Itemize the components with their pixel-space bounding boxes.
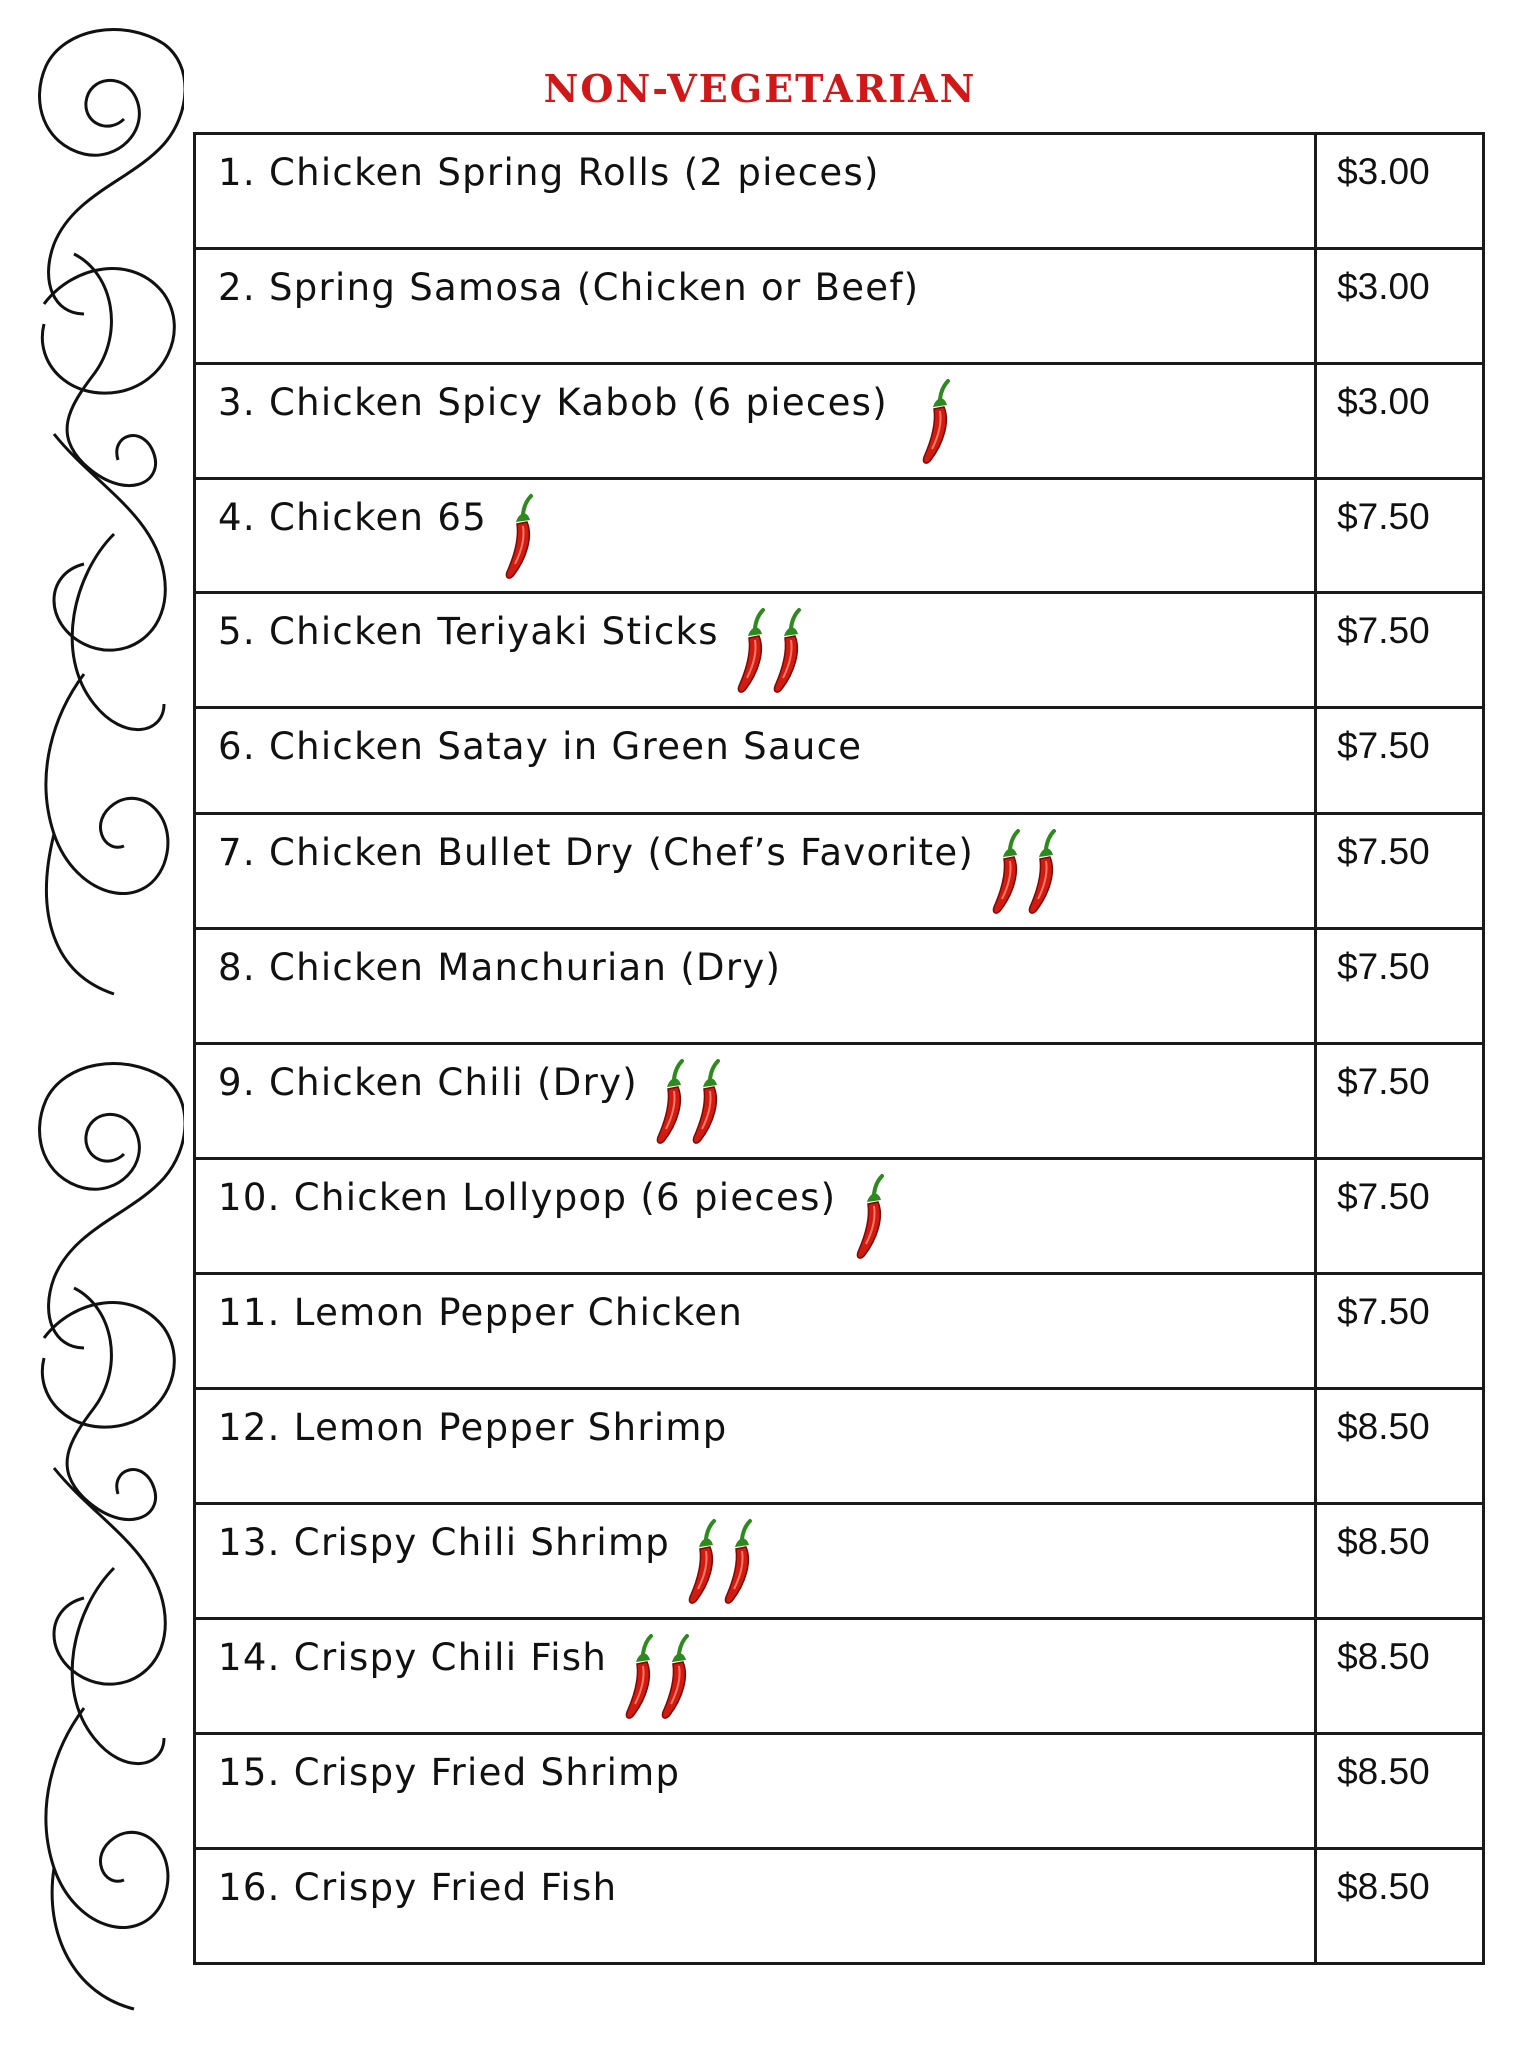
menu-item-name: 11. Lemon Pepper Chicken (218, 1291, 744, 1334)
chili-pepper-icon (1020, 827, 1064, 917)
menu-item-name: 16. Crispy Fried Fish (218, 1866, 618, 1909)
menu-row (195, 364, 1484, 479)
menu-item-price: $7.50 (1316, 479, 1484, 593)
menu-item-price: $8.50 (1316, 1734, 1484, 1849)
menu-item-name: 1. Chicken Spring Rolls (2 pieces) (218, 151, 880, 194)
menu-row (195, 1274, 1484, 1389)
menu-item-price: $7.50 (1316, 929, 1484, 1044)
menu-table (193, 132, 1485, 1965)
menu-item-cell (195, 1619, 1316, 1734)
menu-items (195, 134, 1484, 1964)
menu-item-price: $7.50 (1316, 708, 1484, 814)
menu-item-price: $7.50 (1316, 1159, 1484, 1274)
spice-level (914, 377, 950, 476)
menu-item-cell (195, 1274, 1316, 1389)
chili-pepper-icon (497, 492, 541, 582)
menu-item-price: $8.50 (1316, 1389, 1484, 1504)
menu-item-price: $3.00 (1316, 364, 1484, 479)
menu-item-price: $3.00 (1316, 249, 1484, 364)
menu-item-name: 13. Crispy Chili Shrimp (218, 1521, 671, 1564)
menu-item-price: $7.50 (1316, 1274, 1484, 1389)
spice-level (497, 492, 533, 591)
menu-item-price: $8.50 (1316, 1619, 1484, 1734)
menu-row (195, 1389, 1484, 1504)
menu-item-cell (195, 593, 1316, 708)
menu-item-name: 15. Crispy Fried Shrimp (218, 1751, 681, 1794)
menu-item-name: 5. Chicken Teriyaki Sticks (218, 610, 719, 653)
menu-item-price: $7.50 (1316, 1044, 1484, 1159)
menu-item-cell (195, 1734, 1316, 1849)
menu-item-cell (195, 1504, 1316, 1619)
menu-item-name: 12. Lemon Pepper Shrimp (218, 1406, 728, 1449)
section-title: NON-VEGETARIAN (543, 66, 977, 111)
spice-level (648, 1057, 720, 1156)
menu-item-cell (195, 1389, 1316, 1504)
menu-row (195, 929, 1484, 1044)
menu-item-price: $7.50 (1316, 814, 1484, 929)
chili-pepper-icon (914, 377, 958, 467)
menu-item-cell (195, 249, 1316, 364)
menu-item-cell (195, 1849, 1316, 1964)
menu-row (195, 1734, 1484, 1849)
spice-level (848, 1172, 884, 1271)
menu-item-name: 3. Chicken Spicy Kabob (6 pieces) (218, 381, 888, 424)
menu-row (195, 1849, 1484, 1964)
menu-item-name: 14. Crispy Chili Fish (218, 1636, 608, 1679)
menu-row (195, 249, 1484, 364)
menu-item-name: 10. Chicken Lollypop (6 pieces) (218, 1176, 837, 1219)
spice-level (617, 1632, 689, 1731)
menu-item-cell (195, 708, 1316, 814)
menu-row (195, 593, 1484, 708)
menu-item-name: 8. Chicken Manchurian (Dry) (218, 946, 782, 989)
menu-row (195, 814, 1484, 929)
menu-item-price: $8.50 (1316, 1504, 1484, 1619)
spice-level (729, 606, 801, 705)
menu-item-name: 9. Chicken Chili (Dry) (218, 1061, 639, 1104)
chili-pepper-icon (653, 1632, 697, 1722)
menu-item-cell (195, 479, 1316, 593)
menu-item-name: 4. Chicken 65 (218, 496, 488, 539)
menu-row (195, 1044, 1484, 1159)
menu-item-name: 7. Chicken Bullet Dry (Chef’s Favorite) (218, 831, 975, 874)
menu-row (195, 1504, 1484, 1619)
menu-item-price: $8.50 (1316, 1849, 1484, 1964)
chili-pepper-icon (716, 1517, 760, 1607)
menu-item-name: 6. Chicken Satay in Green Sauce (218, 725, 863, 768)
spice-level (984, 827, 1056, 926)
menu-item-cell (195, 134, 1316, 249)
spice-level (680, 1517, 752, 1616)
menu-item-cell (195, 1044, 1316, 1159)
menu-item-cell (195, 1159, 1316, 1274)
menu-item-name: 2. Spring Samosa (Chicken or Beef) (218, 266, 920, 309)
menu-item-cell (195, 929, 1316, 1044)
menu-row (195, 479, 1484, 593)
menu-item-price: $7.50 (1316, 593, 1484, 708)
menu-row (195, 708, 1484, 814)
menu-item-cell (195, 814, 1316, 929)
chili-pepper-icon (684, 1057, 728, 1147)
menu-row (195, 1159, 1484, 1274)
menu-row (195, 1619, 1484, 1734)
menu-row (195, 134, 1484, 249)
menu-item-cell (195, 364, 1316, 479)
chili-pepper-icon (848, 1172, 892, 1262)
swirl-border-ornament (14, 14, 184, 2034)
menu-item-price: $3.00 (1316, 134, 1484, 249)
chili-pepper-icon (765, 606, 809, 696)
